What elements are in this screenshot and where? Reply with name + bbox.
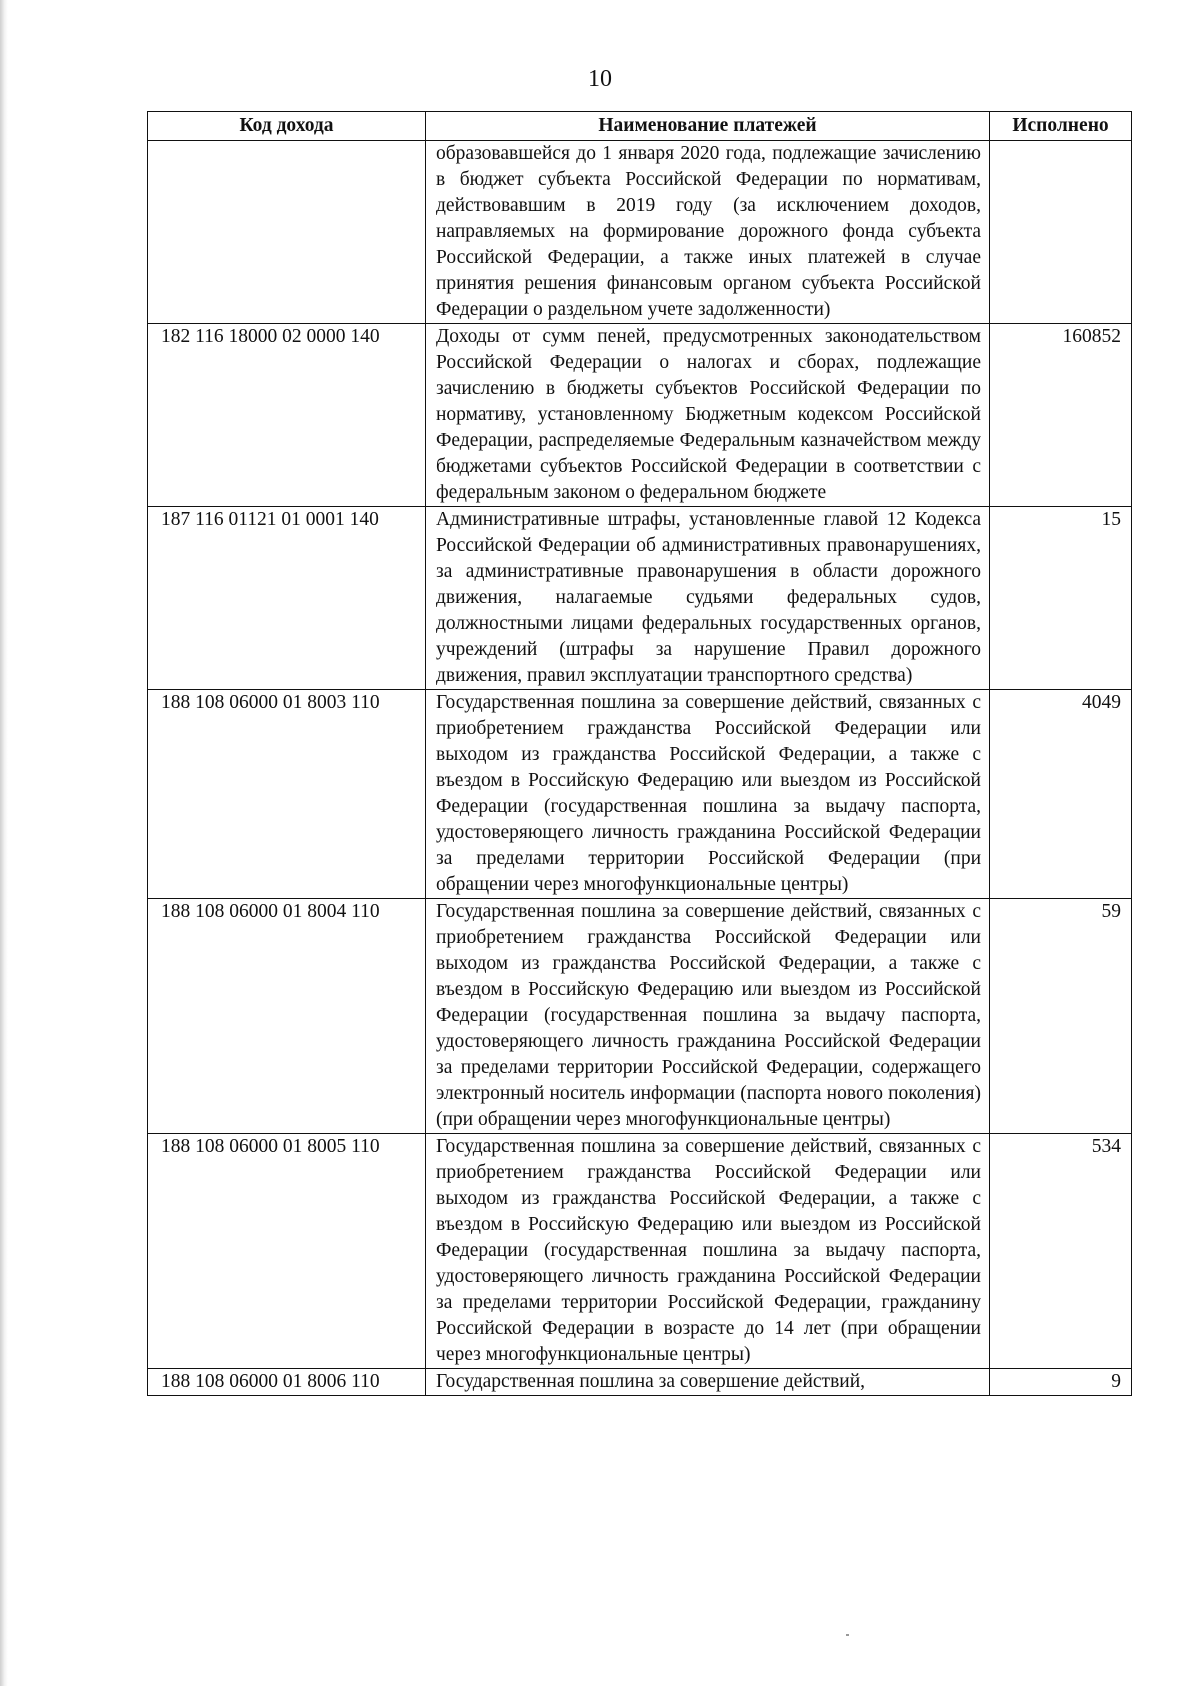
- income-code-cell: 188 108 06000 01 8005 110: [148, 1134, 426, 1369]
- table-header: [148, 112, 1132, 141]
- income-code-cell: 182 116 18000 02 0000 140: [148, 324, 426, 507]
- executed-amount-cell: 160852: [990, 324, 1132, 507]
- payment-name-cell: образовавшейся до 1 января 2020 года, подлежащие зачислению в бюджет субъекта Российской Федерации по нормативам, действовавшим в 2019 году (за исключением доходов, направляемых на формирование дорожного фонда субъекта Российской Федерации, а также иных платежей в случае принятия решения финансовым органом субъекта Российской Федерации о раздельном учете задолженности): [426, 141, 990, 324]
- executed-amount-cell: [990, 141, 1132, 324]
- executed-amount-cell: 534: [990, 1134, 1132, 1369]
- executed-amount-cell: 9: [990, 1369, 1132, 1396]
- payment-name-cell: Административные штрафы, установленные главой 12 Кодекса Российской Федерации об административных правонарушениях, за административные правонарушения в области дорожного движения, налагаемые судьями федеральных судов, должностными лицами федеральных государственных органов, учреждений (штрафы за нарушение Правил дорожного движения, правил эксплуатации транспортного средства): [426, 507, 990, 690]
- table-row: [148, 324, 1132, 507]
- table-row: [148, 1369, 1132, 1396]
- executed-amount-cell: 59: [990, 899, 1132, 1134]
- executed-amount-cell: 4049: [990, 690, 1132, 899]
- income-code-cell: [148, 141, 426, 324]
- header-executed: Исполнено: [990, 112, 1132, 141]
- table-row: [148, 1134, 1132, 1369]
- payment-name-cell: Доходы от сумм пеней, предусмотренных законодательством Российской Федерации о налогах и сборах, подлежащие зачислению в бюджеты субъектов Российской Федерации по нормативу, установленному Бюджетным кодексом Российской Федерации, распределяемые Федеральным казначейством между бюджетами субъектов Российской Федерации в соответствии с федеральным законом о федеральном бюджете: [426, 324, 990, 507]
- income-code-cell: 188 108 06000 01 8003 110: [148, 690, 426, 899]
- table-row: [148, 141, 1132, 324]
- table-body: [148, 141, 1132, 1396]
- income-code-cell: 188 108 06000 01 8004 110: [148, 899, 426, 1134]
- income-code-cell: 188 108 06000 01 8006 110: [148, 1369, 426, 1396]
- scan-edge-shadow: [0, 0, 8, 1686]
- header-income-code: Код дохода: [148, 112, 426, 141]
- income-table: [147, 111, 1132, 1396]
- payment-name-cell: Государственная пошлина за совершение действий, связанных с приобретением гражданства Российской Федерации или выходом из гражданства Российской Федерации, а также с въездом в Российскую Федерацию или выездом из Российской Федерации (государственная пошлина за выдачу паспорта, удостоверяющего личность гражданина Российской Федерации за пределами территории Российской Федерации (при обращении через многофункциональные центры): [426, 690, 990, 899]
- payment-name-cell: Государственная пошлина за совершение действий,: [426, 1369, 990, 1396]
- table-row: [148, 507, 1132, 690]
- income-code-cell: 187 116 01121 01 0001 140: [148, 507, 426, 690]
- payment-name-cell: Государственная пошлина за совершение действий, связанных с приобретением гражданства Российской Федерации или выходом из гражданства Российской Федерации, а также с въездом в Российскую Федерацию или выездом из Российской Федерации (государственная пошлина за выдачу паспорта, удостоверяющего личность гражданина Российской Федерации за пределами территории Российской Федерации, содержащего электронный носитель информации (паспорта нового поколения) (при обращении через многофункциональные центры): [426, 899, 990, 1134]
- header-payment-name: Наименование платежей: [426, 112, 990, 141]
- table-row: [148, 690, 1132, 899]
- payment-name-cell: Государственная пошлина за совершение действий, связанных с приобретением гражданства Российской Федерации или выходом из гражданства Российской Федерации, а также с въездом в Российскую Федерацию или выездом из Российской Федерации (государственная пошлина за выдачу паспорта, удостоверяющего личность гражданина Российской Федерации за пределами территории Российской Федерации, гражданину Российской Федерации в возрасте до 14 лет (при обращении через многофункциональные центры): [426, 1134, 990, 1369]
- page-number: 10: [588, 66, 612, 92]
- table-row: [148, 899, 1132, 1134]
- scan-speck: [846, 1634, 849, 1636]
- executed-amount-cell: 15: [990, 507, 1132, 690]
- header-row: [148, 112, 1132, 141]
